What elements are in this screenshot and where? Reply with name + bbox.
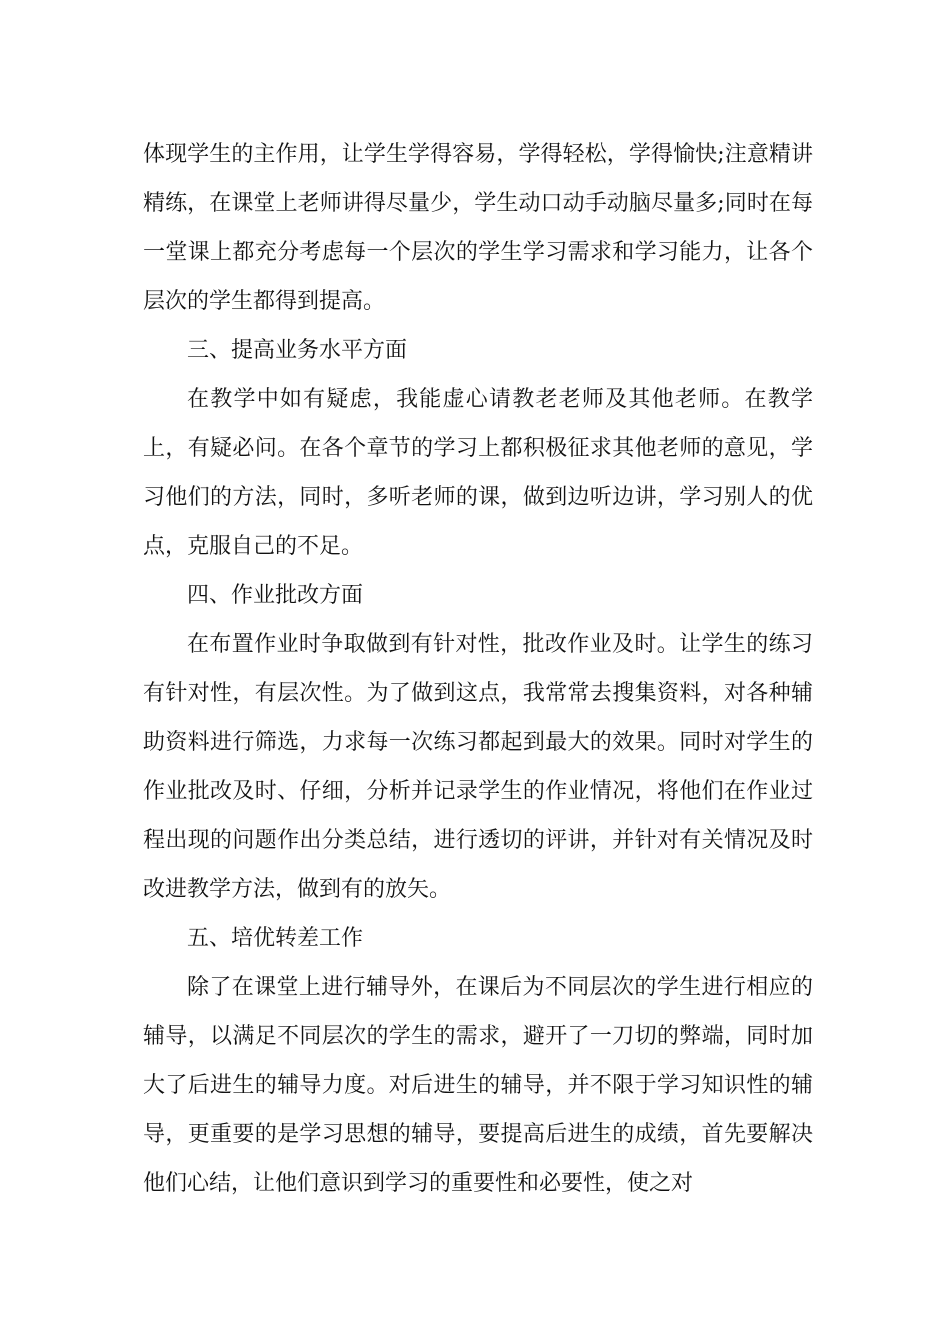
section-heading-professional-level: 三、提高业务水平方面	[187, 338, 408, 363]
section-heading-homework-grading: 四、作业批改方面	[187, 583, 364, 608]
paragraph-homework-grading: 在布置作业时争取做到有针对性，批改作业及时。让学生的练习有针对性，有层次性。为了做到这点，我常常去搜集资料，对各种辅助资料进行筛选，力求每一次练习都起到最大的效果。同时对学生的作业批改及时、仔细，分析并记录学生的作业情况，将他们在作业过程出现的问题作出分类总结，进行透切的评讲，并针对有关情况及时改进教学方法，做到有的放矢。	[143, 632, 813, 902]
document-page	[143, 130, 813, 1208]
paragraph-student-tutoring: 除了在课堂上进行辅导外，在课后为不同层次的学生进行相应的辅导，以满足不同层次的学生的需求，避开了一刀切的弊端，同时加大了后进生的辅导力度。对后进生的辅导，并不限于学习知识性的辅导，更重要的是学习思想的辅导，要提高后进生的成绩，首先要解决他们心结，让他们意识到学习的重要性和必要性，使之对	[143, 975, 813, 1196]
section-heading-student-tutoring: 五、培优转差工作	[187, 926, 364, 951]
paragraph-teaching-method: 体现学生的主作用，让学生学得容易，学得轻松，学得愉快;注意精讲精练，在课堂上老师讲得尽量少，学生动口动手动脑尽量多;同时在每一堂课上都充分考虑每一个层次的学生学习需求和学习能力，让各个层次的学生都得到提高。	[143, 142, 813, 314]
paragraph-professional-level: 在教学中如有疑虑，我能虚心请教老老师及其他老师。在教学上，有疑必问。在各个章节的学习上都积极征求其他老师的意见，学习他们的方法，同时，多听老师的课，做到边听边讲，学习别人的优点，克服自己的不足。	[143, 387, 813, 559]
